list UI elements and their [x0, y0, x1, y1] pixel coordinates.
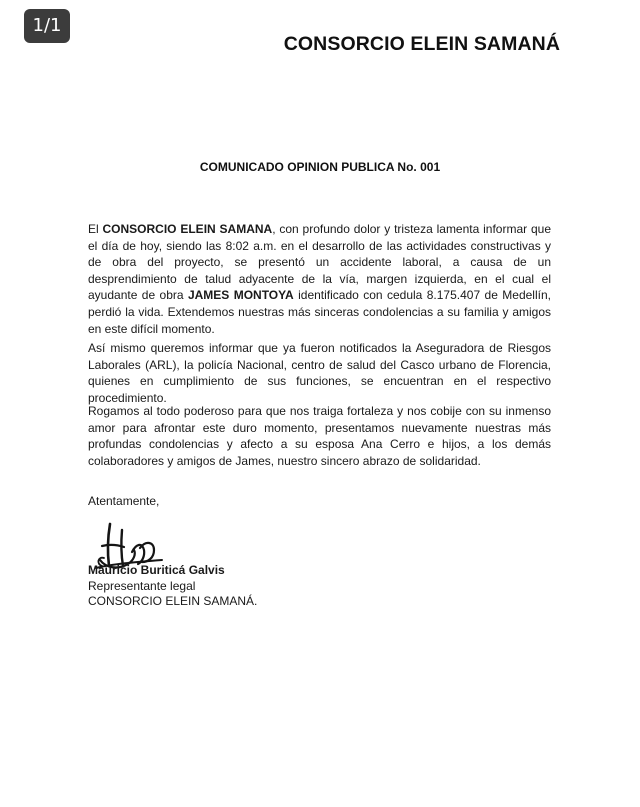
text-segment: identificado con cedula 8.175.407 de Medellín, perdió la vida. Extendemos nuestras más sinceras condolencias a su familia y amigos en este difícil momento.: [88, 288, 551, 336]
signatory-organization: CONSORCIO ELEIN SAMANÁ.: [88, 594, 258, 608]
closing-salutation: Atentamente,: [88, 494, 160, 508]
paragraph-3: [88, 403, 551, 469]
signature-block: [88, 563, 257, 610]
document-title: COMUNICADO OPINION PUBLICA No. 001: [199, 160, 441, 174]
page-counter: 1/1: [24, 9, 70, 43]
signatory-role: Representante legal: [88, 578, 196, 593]
text-segment: , con profundo dolor y tristeza lamenta informar que el día de hoy, siendo las 8:02 a.m. en el desarrollo de las actividades constructivas y de obra del proyecto, se presentó un accidente laboral, a causa de un desprendimiento de talud adyacente de la vía, margen izquierda, en el cual el ayudante de obra: [88, 222, 551, 303]
bold-text-segment: CONSORCIO ELEIN SAMANA: [102, 222, 273, 236]
text-segment: Rogamos al todo poderoso para que nos traiga fortaleza y nos cobije con su inmenso amor para afrontar este duro momento, presentamos nuevamente nuestras más profundas condolencias y afecto a su esposa Ana Cerro e hijos, a los demás colaboradores y amigos de James, nuestro sincero abrazo de solidaridad.: [88, 404, 551, 468]
paragraph-2: [88, 340, 551, 406]
text-segment: El: [88, 222, 103, 236]
letterhead-company-name: CONSORCIO ELEIN SAMANÁ: [283, 33, 560, 55]
signatory-name: Mauricio Buriticá Galvis: [88, 563, 225, 577]
bold-text-segment: JAMES MONTOYA: [187, 288, 294, 303]
paragraph-1: [88, 221, 551, 337]
text-segment: Así mismo queremos informar que ya fueron notificados la Aseguradora de Riesgos Laborales (ARL), la policía Nacional, centro de salud del Casco urbano de Florencia, quienes en cumplimiento de sus funciones, se encuentran en el respectivo procedimiento.: [88, 341, 551, 405]
